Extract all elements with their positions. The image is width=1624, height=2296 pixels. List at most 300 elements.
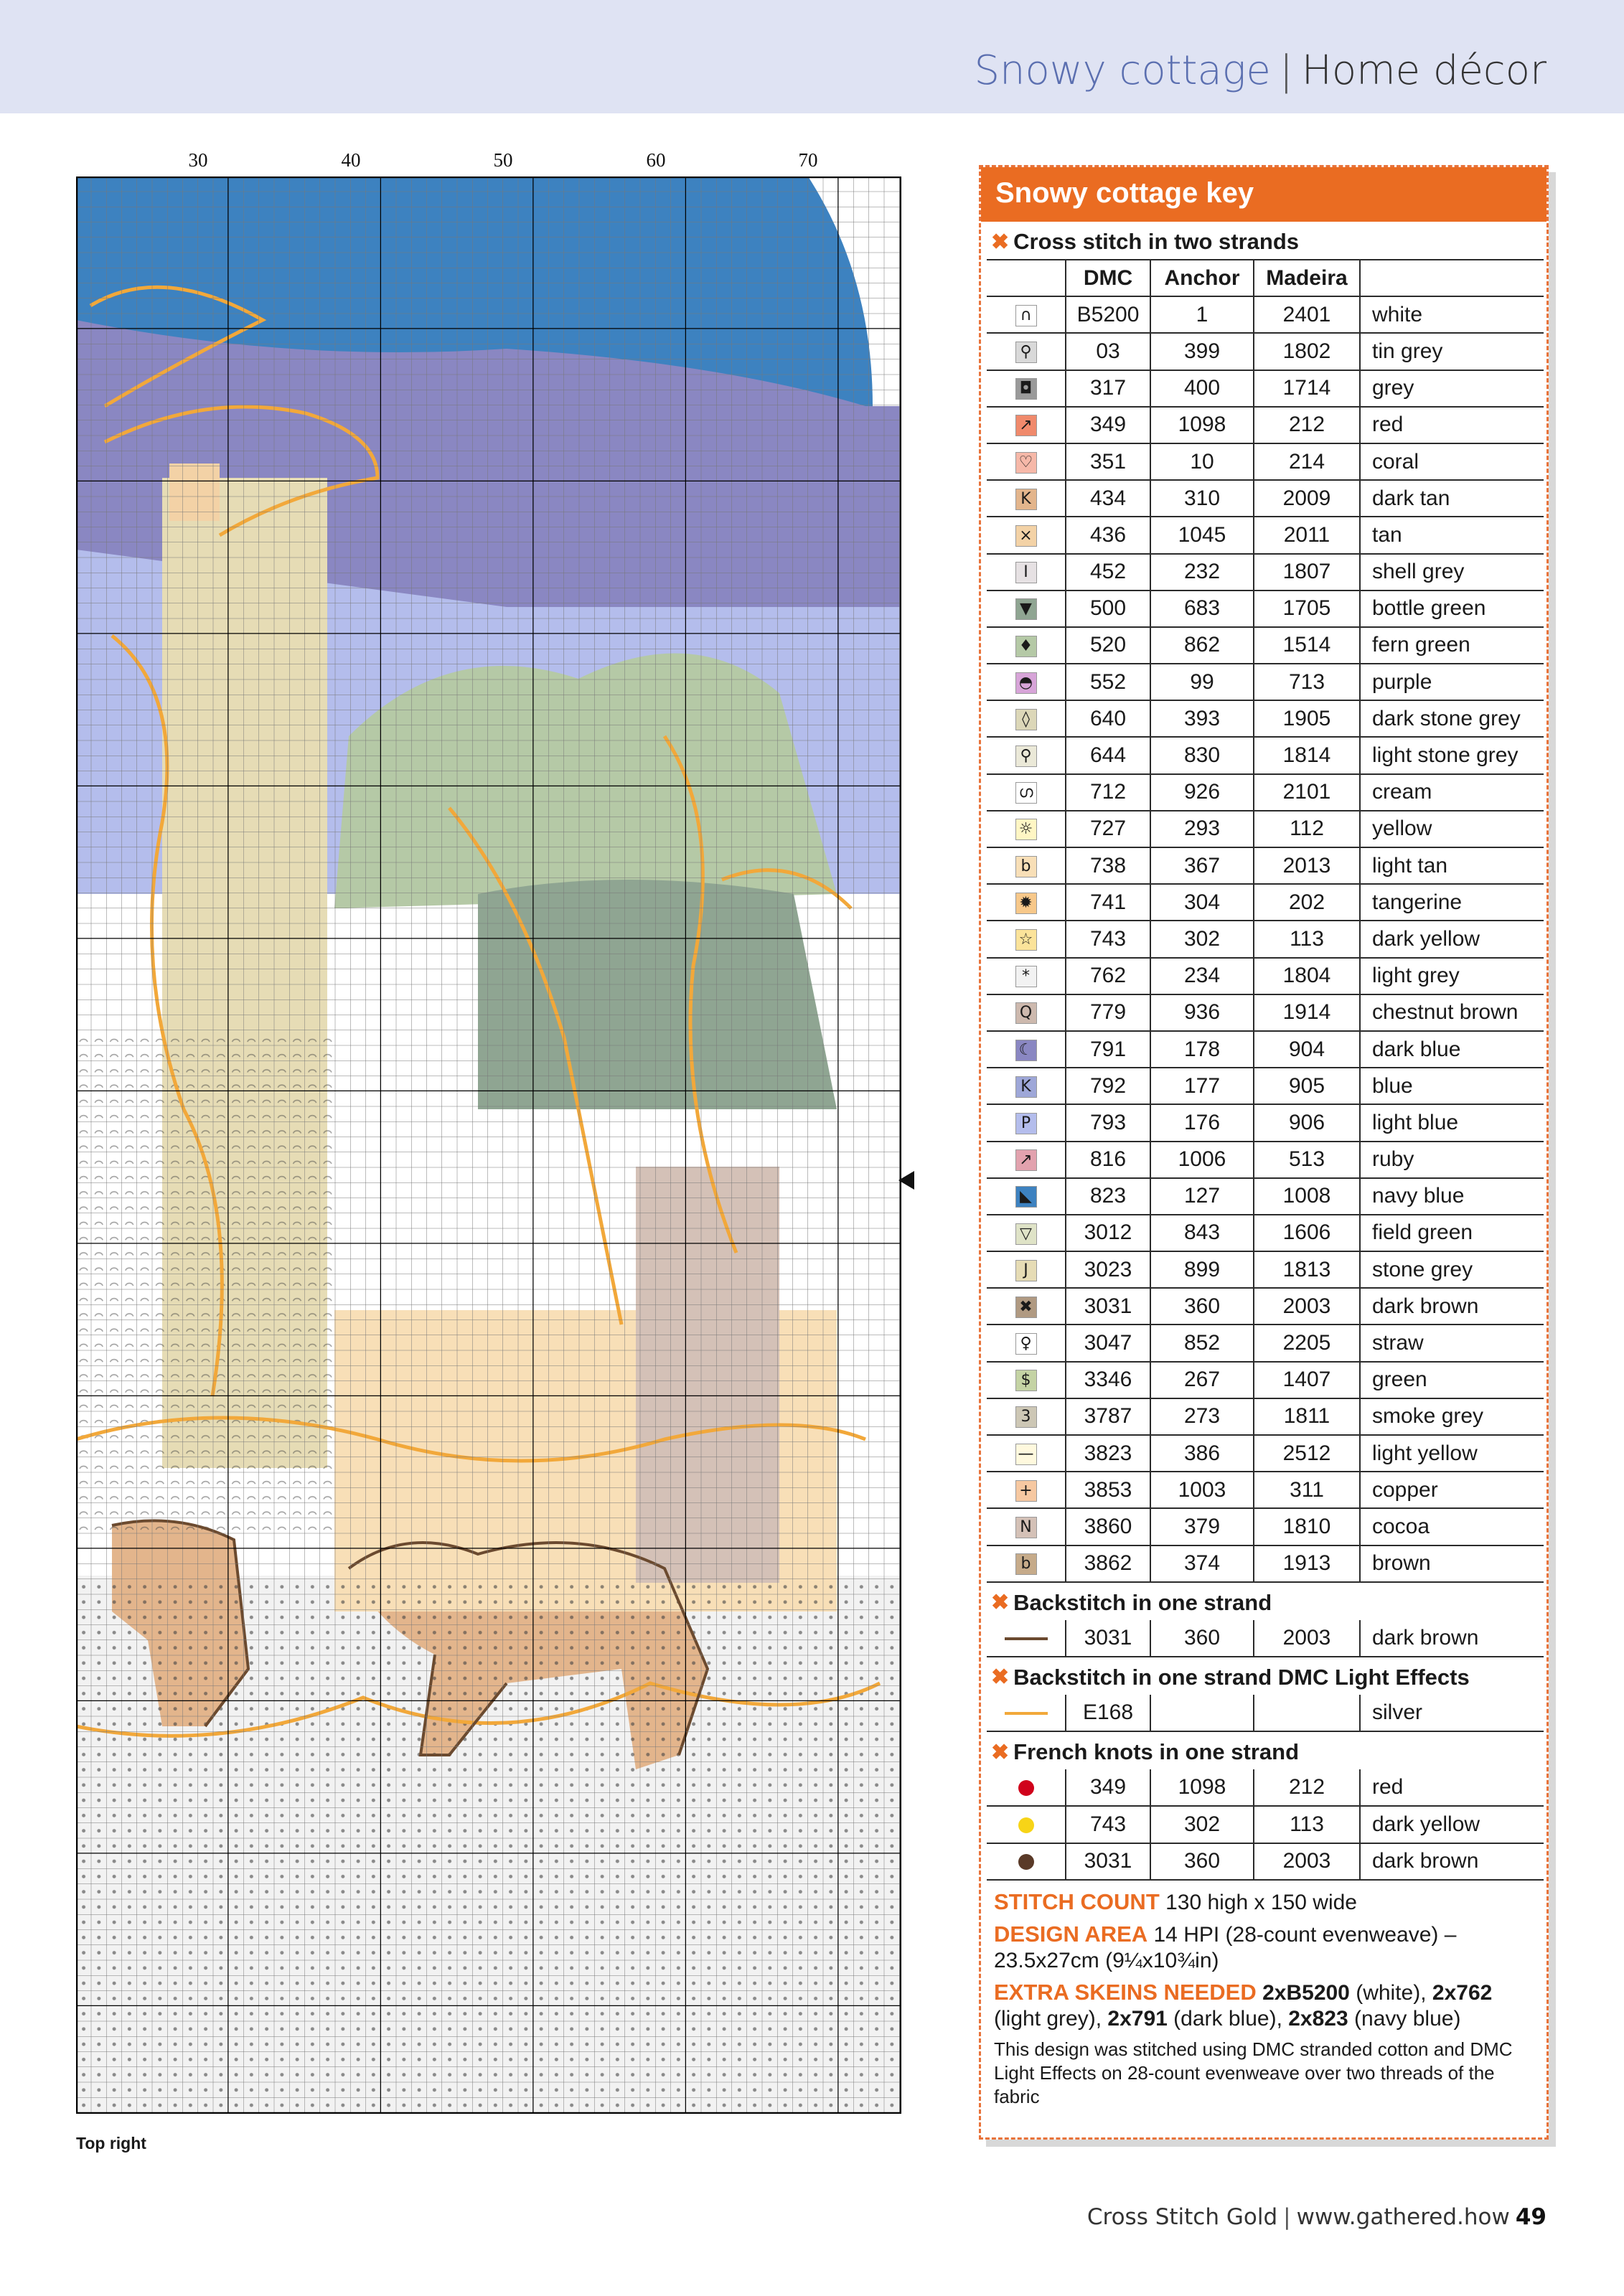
french-knots-heading (981, 1732, 1546, 1769)
thread-name: stone grey (1360, 1251, 1544, 1288)
thread-name: light yellow (1360, 1435, 1544, 1472)
dmc-code: 644 (1066, 737, 1150, 773)
key-row (987, 296, 1544, 333)
stitch-symbol-icon: 3 (1015, 1406, 1037, 1428)
thread-name: cocoa (1360, 1508, 1544, 1545)
stitch-symbol-icon: ◓ (1015, 672, 1037, 694)
stitch-symbol-icon: K (1015, 489, 1037, 510)
key-row (987, 627, 1544, 664)
skein-name: (navy blue) (1354, 2006, 1461, 2031)
key-panel (979, 165, 1549, 2140)
key-row (987, 1104, 1544, 1141)
thread-name: bottle green (1360, 591, 1544, 627)
symbol-cell (987, 811, 1066, 847)
backstitch-light-effects-heading (981, 1657, 1546, 1695)
key-row (987, 1545, 1544, 1582)
skein-count: 2x823 (1288, 2006, 1348, 2031)
dmc-code: 3823 (1066, 1435, 1150, 1472)
dmc-code: 792 (1066, 1068, 1150, 1104)
madeira-code: 2011 (1254, 517, 1360, 553)
dmc-code: 3047 (1066, 1325, 1150, 1361)
madeira-code: 202 (1254, 884, 1360, 921)
anchor-code: 1098 (1150, 407, 1254, 443)
dmc-code: 03 (1066, 333, 1150, 370)
header-section: Snowy cottage (974, 47, 1271, 94)
anchor-code: 367 (1150, 847, 1254, 884)
madeira-code: 2003 (1254, 1620, 1360, 1657)
anchor-code: 360 (1150, 1620, 1254, 1657)
design-area (994, 1921, 1534, 1974)
center-marker-arrow (898, 1171, 914, 1190)
cross-icon: ✖ (991, 1740, 1010, 1764)
key-row (987, 1843, 1544, 1880)
madeira-code (1254, 1695, 1360, 1731)
madeira-code: 1514 (1254, 627, 1360, 664)
dmc-code: B5200 (1066, 296, 1150, 333)
madeira-code: 1811 (1254, 1398, 1360, 1435)
french-knots-table (987, 1769, 1544, 1881)
symbol-cell (987, 1068, 1066, 1104)
symbol-cell (987, 1251, 1066, 1288)
symbol-cell (987, 1142, 1066, 1178)
symbol-cell (987, 1806, 1066, 1843)
anchor-code: 304 (1150, 884, 1254, 921)
anchor-code: 1 (1150, 296, 1254, 333)
header-anchor: Anchor (1150, 260, 1254, 296)
madeira-code: 2013 (1254, 847, 1360, 884)
anchor-code: 176 (1150, 1104, 1254, 1141)
stitch-symbol-icon: ✹ (1015, 893, 1037, 914)
backstitch-line-icon (1005, 1712, 1048, 1715)
thread-name: light tan (1360, 847, 1544, 884)
key-row (987, 884, 1544, 921)
column-number: 60 (646, 149, 666, 171)
symbol-cell (987, 664, 1066, 700)
madeira-code: 1810 (1254, 1508, 1360, 1545)
symbol-cell (987, 1325, 1066, 1361)
dmc-code: 762 (1066, 958, 1150, 994)
anchor-code: 177 (1150, 1068, 1254, 1104)
madeira-code: 1913 (1254, 1545, 1360, 1582)
key-row (987, 1215, 1544, 1251)
key-row (987, 1288, 1544, 1325)
key-row (987, 1620, 1544, 1657)
madeira-code: 905 (1254, 1068, 1360, 1104)
symbol-cell (987, 700, 1066, 737)
thread-name: red (1360, 1769, 1544, 1806)
symbol-cell (987, 1472, 1066, 1508)
anchor-code: 374 (1150, 1545, 1254, 1582)
skein-name: (white), (1356, 1980, 1427, 2005)
thread-name: dark stone grey (1360, 700, 1544, 737)
stitch-symbol-icon: $ (1015, 1370, 1037, 1391)
skein-count: 2x762 (1432, 1980, 1493, 2005)
thread-name: tangerine (1360, 884, 1544, 921)
dmc-code: 3012 (1066, 1215, 1150, 1251)
key-row (987, 1508, 1544, 1545)
thread-name: tin grey (1360, 333, 1544, 370)
cross-stitch-chart (76, 177, 901, 2114)
dmc-code: 500 (1066, 591, 1150, 627)
anchor-code: 862 (1150, 627, 1254, 664)
stitch-symbol-icon: ↗ (1015, 1149, 1037, 1171)
backstitch-heading-text: Backstitch in one strand (1013, 1589, 1272, 1615)
anchor-code: 232 (1150, 554, 1254, 591)
thread-name: blue (1360, 1068, 1544, 1104)
anchor-code: 852 (1150, 1325, 1254, 1361)
symbol-cell (987, 554, 1066, 591)
anchor-code: 99 (1150, 664, 1254, 700)
thread-name: light grey (1360, 958, 1544, 994)
design-area-label: DESIGN AREA (994, 1921, 1148, 1947)
thread-name: light stone grey (1360, 737, 1544, 773)
key-row (987, 921, 1544, 957)
stitch-symbol-icon: ⚲ (1015, 342, 1037, 363)
anchor-code: 379 (1150, 1508, 1254, 1545)
dmc-code: 823 (1066, 1178, 1150, 1215)
symbol-cell (987, 1398, 1066, 1435)
dmc-code: 552 (1066, 664, 1150, 700)
stitch-count-value: 130 high x 150 wide (1165, 1890, 1357, 1914)
thread-name: copper (1360, 1472, 1544, 1508)
stitch-symbol-icon: + (1015, 1480, 1037, 1502)
madeira-code: 2512 (1254, 1435, 1360, 1472)
stitch-symbol-icon: I (1015, 562, 1037, 583)
symbol-cell (987, 480, 1066, 517)
stitch-symbol-icon: K (1015, 1076, 1037, 1098)
dmc-code: 351 (1066, 443, 1150, 480)
stitch-symbol-icon: ☼ (1015, 819, 1037, 840)
symbol-cell (987, 1031, 1066, 1068)
madeira-code: 2009 (1254, 480, 1360, 517)
dmc-code: 743 (1066, 921, 1150, 957)
dmc-code: 434 (1066, 480, 1150, 517)
madeira-code: 2003 (1254, 1843, 1360, 1880)
thread-name: navy blue (1360, 1178, 1544, 1215)
symbol-cell (987, 443, 1066, 480)
skein-count: 2xB5200 (1262, 1980, 1350, 2005)
french-knot-dot-icon (1018, 1780, 1034, 1796)
anchor-code: 267 (1150, 1362, 1254, 1398)
key-row (987, 700, 1544, 737)
anchor-code: 273 (1150, 1398, 1254, 1435)
key-title: Snowy cottage key (981, 167, 1546, 222)
backstitch-le-table (987, 1695, 1544, 1732)
dmc-code: 3023 (1066, 1251, 1150, 1288)
madeira-code: 1914 (1254, 994, 1360, 1031)
anchor-code: 386 (1150, 1435, 1254, 1472)
stitching-note: This design was stitched using DMC stranded cotton and DMC Light Effects on 28-count evenweave over two threads of the fabric (994, 2038, 1513, 2107)
symbol-cell (987, 333, 1066, 370)
stitch-symbol-icon: ഗ (1015, 782, 1037, 804)
madeira-code: 2003 (1254, 1288, 1360, 1325)
anchor-code: 293 (1150, 811, 1254, 847)
cross-icon: ✖ (991, 1591, 1010, 1615)
anchor-code: 302 (1150, 921, 1254, 957)
key-row (987, 443, 1544, 480)
thread-name: dark yellow (1360, 1806, 1544, 1843)
header-dmc: DMC (1066, 260, 1150, 296)
dmc-code: 3346 (1066, 1362, 1150, 1398)
madeira-code: 1008 (1254, 1178, 1360, 1215)
thread-name: purple (1360, 664, 1544, 700)
stitch-symbol-icon: ▼ (1015, 598, 1037, 620)
anchor-code: 10 (1150, 443, 1254, 480)
stitch-symbol-icon: Q (1015, 1002, 1037, 1024)
chart-graphic (76, 177, 901, 2114)
dmc-code: 816 (1066, 1142, 1150, 1178)
dmc-code: 520 (1066, 627, 1150, 664)
thread-name: cream (1360, 774, 1544, 811)
french-knot-dot-icon (1018, 1817, 1034, 1833)
symbol-cell (987, 884, 1066, 921)
symbol-cell (987, 958, 1066, 994)
design-info (981, 1881, 1546, 2109)
key-row (987, 958, 1544, 994)
dmc-code: 436 (1066, 517, 1150, 553)
symbol-cell (987, 1545, 1066, 1582)
symbol-cell (987, 1843, 1066, 1880)
thread-name: smoke grey (1360, 1398, 1544, 1435)
cross-icon: ✖ (991, 1665, 1010, 1690)
dmc-code: 743 (1066, 1806, 1150, 1843)
stitch-symbol-icon: ◣ (1015, 1186, 1037, 1208)
stitch-symbol-icon: ☾ (1015, 1040, 1037, 1061)
symbol-cell (987, 1508, 1066, 1545)
dmc-code: 3031 (1066, 1620, 1150, 1657)
stitch-symbol-icon: — (1015, 1444, 1037, 1465)
symbol-cell (987, 370, 1066, 407)
stitch-symbol-icon: ▽ (1015, 1223, 1037, 1245)
thread-name: dark yellow (1360, 921, 1544, 957)
backstitch-rows (987, 1620, 1544, 1657)
stitch-symbol-icon: ♀ (1015, 1333, 1037, 1355)
anchor-code: 399 (1150, 333, 1254, 370)
madeira-code: 1802 (1254, 333, 1360, 370)
key-row (987, 811, 1544, 847)
key-row (987, 517, 1544, 553)
anchor-code: 1045 (1150, 517, 1254, 553)
anchor-code: 1006 (1150, 1142, 1254, 1178)
dmc-code: 3860 (1066, 1508, 1150, 1545)
anchor-code: 899 (1150, 1251, 1254, 1288)
chart-caption: Top right (76, 2134, 146, 2152)
key-row (987, 1806, 1544, 1843)
anchor-code: 1098 (1150, 1769, 1254, 1806)
symbol-cell (987, 627, 1066, 664)
cross-stitch-rows (987, 296, 1544, 1582)
anchor-code: 843 (1150, 1215, 1254, 1251)
cross-stitch-heading-text: Cross stitch in two strands (1013, 229, 1300, 254)
footer-website: www.gathered.how (1296, 2204, 1510, 2230)
stitch-symbol-icon: J (1015, 1260, 1037, 1281)
table-header-row (987, 260, 1544, 296)
madeira-code: 1807 (1254, 554, 1360, 591)
stitch-symbol-icon: ↗ (1015, 415, 1037, 436)
thread-name: white (1360, 296, 1544, 333)
french-knot-dot-icon (1018, 1854, 1034, 1870)
symbol-cell (987, 407, 1066, 443)
stitch-symbol-icon: ✖ (1015, 1297, 1037, 1318)
column-number: 30 (188, 149, 208, 171)
anchor-code (1150, 1695, 1254, 1731)
anchor-code: 683 (1150, 591, 1254, 627)
stitch-symbol-icon: ◘ (1015, 378, 1037, 400)
key-row (987, 1031, 1544, 1068)
anchor-code: 926 (1150, 774, 1254, 811)
anchor-code: 830 (1150, 737, 1254, 773)
madeira-code: 2401 (1254, 296, 1360, 333)
key-row (987, 1178, 1544, 1215)
anchor-code: 127 (1150, 1178, 1254, 1215)
madeira-code: 513 (1254, 1142, 1360, 1178)
stitch-symbol-icon: P (1015, 1113, 1037, 1134)
thread-name: light blue (1360, 1104, 1544, 1141)
column-number: 50 (493, 149, 513, 171)
key-row (987, 664, 1544, 700)
stitch-symbol-icon: ◊ (1015, 709, 1037, 730)
anchor-code: 360 (1150, 1288, 1254, 1325)
madeira-code: 1407 (1254, 1362, 1360, 1398)
stitch-symbol-icon: b (1015, 1553, 1037, 1575)
key-row (987, 1472, 1544, 1508)
thread-name: grey (1360, 370, 1544, 407)
column-number: 40 (341, 149, 361, 171)
key-row (987, 1325, 1544, 1361)
anchor-code: 393 (1150, 700, 1254, 737)
key-row (987, 554, 1544, 591)
thread-name: dark brown (1360, 1620, 1544, 1657)
anchor-code: 936 (1150, 994, 1254, 1031)
madeira-code: 1804 (1254, 958, 1360, 994)
key-row (987, 370, 1544, 407)
skein-name: (light grey), (994, 2006, 1102, 2031)
page-number: 49 (1515, 2204, 1546, 2230)
dmc-code: 741 (1066, 884, 1150, 921)
stitch-symbol-icon: ♦ (1015, 636, 1037, 657)
symbol-cell (987, 517, 1066, 553)
symbol-cell (987, 1620, 1066, 1657)
madeira-code: 1606 (1254, 1215, 1360, 1251)
madeira-code: 113 (1254, 921, 1360, 957)
stitch-symbol-icon: * (1015, 966, 1037, 987)
dmc-code: 3853 (1066, 1472, 1150, 1508)
header-category: Home décor (1301, 47, 1546, 94)
madeira-code: 311 (1254, 1472, 1360, 1508)
skein-name: (dark blue), (1173, 2006, 1282, 2031)
key-row (987, 847, 1544, 884)
header-name (1360, 260, 1544, 296)
chart-column-numbers (76, 149, 901, 174)
dmc-code: 349 (1066, 407, 1150, 443)
key-row (987, 407, 1544, 443)
column-number: 70 (798, 149, 818, 171)
symbol-cell (987, 921, 1066, 957)
header-separator: | (1279, 47, 1293, 94)
stitch-symbol-icon: ∩ (1015, 305, 1037, 326)
dmc-code: 712 (1066, 774, 1150, 811)
madeira-code: 906 (1254, 1104, 1360, 1141)
symbol-cell (987, 1769, 1066, 1806)
backstitch-heading (981, 1583, 1546, 1620)
madeira-code: 904 (1254, 1031, 1360, 1068)
symbol-cell (987, 296, 1066, 333)
madeira-code: 1705 (1254, 591, 1360, 627)
stitch-symbol-icon: N (1015, 1517, 1037, 1538)
extra-skeins-label: EXTRA SKEINS NEEDED (994, 1979, 1257, 2005)
thread-name: ruby (1360, 1142, 1544, 1178)
thread-name: dark brown (1360, 1288, 1544, 1325)
thread-name: tan (1360, 517, 1544, 553)
dmc-code: 779 (1066, 994, 1150, 1031)
french-knots-heading-text: French knots in one strand (1013, 1739, 1300, 1765)
backstitch-le-rows (987, 1695, 1544, 1731)
key-row (987, 774, 1544, 811)
madeira-code: 212 (1254, 1769, 1360, 1806)
madeira-code: 1905 (1254, 700, 1360, 737)
madeira-code: 113 (1254, 1806, 1360, 1843)
dmc-code: 640 (1066, 700, 1150, 737)
dmc-code: 3031 (1066, 1843, 1150, 1880)
stitch-symbol-icon: b (1015, 856, 1037, 878)
key-row (987, 333, 1544, 370)
thread-name: dark tan (1360, 480, 1544, 517)
page-header (974, 47, 1546, 94)
thread-name: dark blue (1360, 1031, 1544, 1068)
cross-stitch-table (987, 259, 1544, 1583)
key-row (987, 1769, 1544, 1806)
design-area-value: 14 HPI (28-count evenweave) – 23.5x27cm (9¼x10¾in) (994, 1922, 1457, 1972)
stitch-symbol-icon: ♡ (1015, 452, 1037, 474)
key-row (987, 1251, 1544, 1288)
key-row (987, 994, 1544, 1031)
stitch-symbol-icon: × (1015, 525, 1037, 547)
cross-icon: ✖ (991, 230, 1010, 254)
symbol-cell (987, 1178, 1066, 1215)
anchor-code: 400 (1150, 370, 1254, 407)
dmc-code: 3031 (1066, 1288, 1150, 1325)
thread-name: red (1360, 407, 1544, 443)
symbol-cell (987, 774, 1066, 811)
key-row (987, 480, 1544, 517)
symbol-cell (987, 1362, 1066, 1398)
stitch-symbol-icon: ☆ (1015, 929, 1037, 951)
symbol-cell (987, 1104, 1066, 1141)
dmc-code: 738 (1066, 847, 1150, 884)
thread-name: dark brown (1360, 1843, 1544, 1880)
madeira-code: 214 (1254, 443, 1360, 480)
skein-count: 2x791 (1107, 2006, 1168, 2031)
thread-name: shell grey (1360, 554, 1544, 591)
thread-name: green (1360, 1362, 1544, 1398)
key-row (987, 1142, 1544, 1178)
thread-name: fern green (1360, 627, 1544, 664)
key-row (987, 1695, 1544, 1731)
dmc-code: 452 (1066, 554, 1150, 591)
anchor-code: 310 (1150, 480, 1254, 517)
madeira-code: 1714 (1254, 370, 1360, 407)
cross-stitch-heading (981, 222, 1546, 259)
key-row (987, 1435, 1544, 1472)
anchor-code: 234 (1150, 958, 1254, 994)
dmc-code: 349 (1066, 1769, 1150, 1806)
symbol-cell (987, 1435, 1066, 1472)
key-row (987, 737, 1544, 773)
thread-name: coral (1360, 443, 1544, 480)
madeira-code: 212 (1254, 407, 1360, 443)
symbol-cell (987, 591, 1066, 627)
dmc-code: 727 (1066, 811, 1150, 847)
